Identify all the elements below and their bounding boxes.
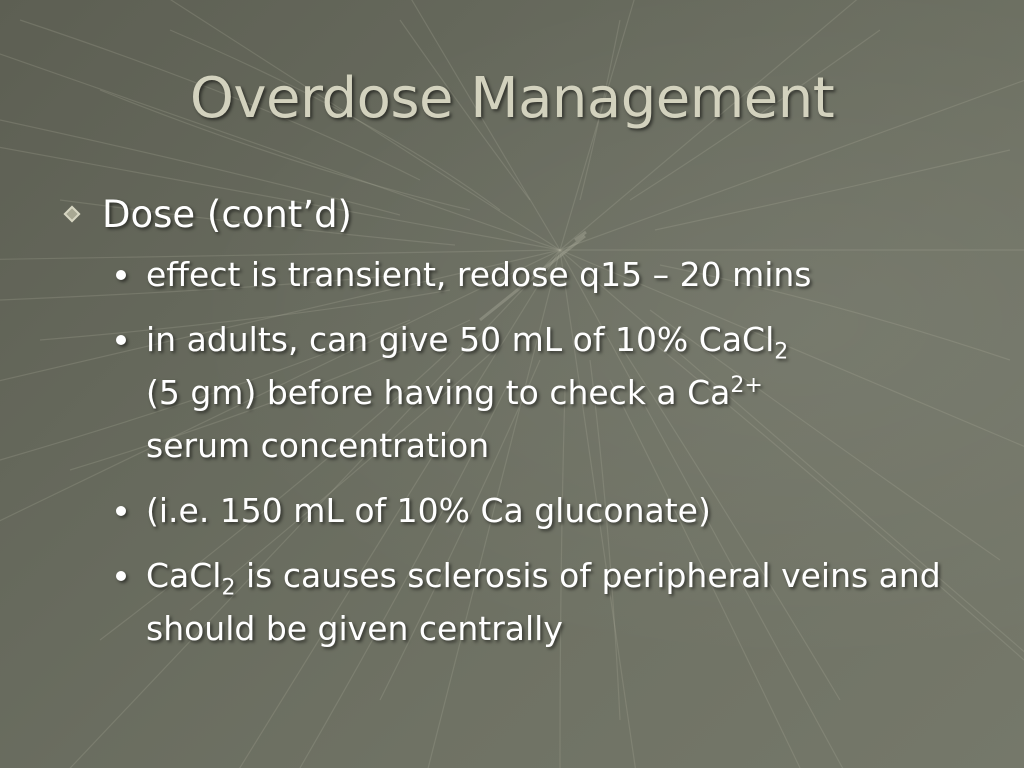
slide-title: Overdose Management [189,66,835,131]
sub-bullet-2-text: in adults, can give 50 mL of 10% CaCl$_2$ (5 gm) before having to check a $Ca^{2+}$ serum concentration [146,320,789,465]
sub-bullet-1 [62,248,982,301]
bullet-dose [62,192,982,238]
bullet-dose-text: Dose (cont’d) [102,193,352,236]
sub-bullet-3-text: (i.e. 150 mL of 10% Ca gluconate) [146,491,711,530]
dot-icon [116,506,126,516]
sub-bullet-1-text: effect is transient, redose q15 – 20 mins [146,255,812,294]
dot-icon [116,270,126,280]
sub-bullet-3 [62,484,982,537]
dot-icon [116,335,126,345]
dot-icon [116,571,126,581]
sub-bullet-4-text: CaCl$_2$ is causes sclerosis of peripheral veins and should be given centrally [146,556,941,648]
sub-bullet-4 [62,549,982,655]
content-body [62,192,982,667]
sub-bullet-2 [62,313,982,472]
diamond-icon [64,206,81,223]
